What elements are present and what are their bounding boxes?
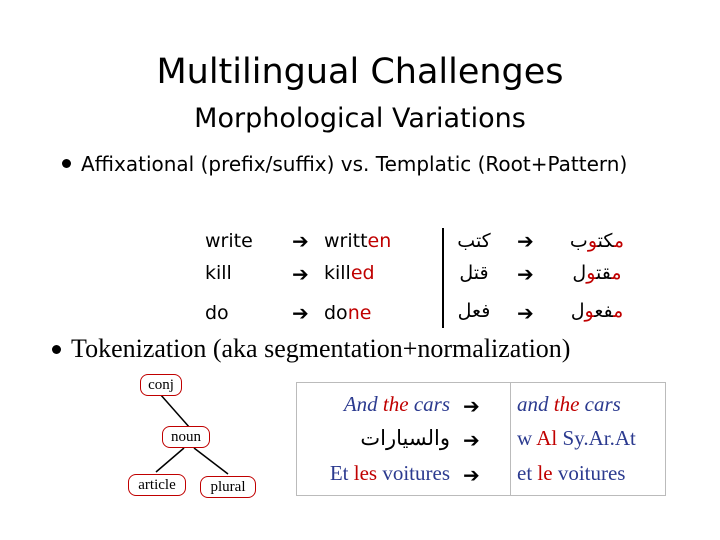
separator-line bbox=[442, 228, 444, 328]
arrow-icon: ➔ bbox=[463, 394, 480, 418]
arrow-icon: ➔ bbox=[517, 262, 534, 286]
bullet-tokenization bbox=[62, 334, 570, 364]
tree-node-article: article bbox=[128, 474, 186, 496]
slide-subtitle: Morphological Variations bbox=[194, 103, 526, 134]
arrow-icon: ➔ bbox=[292, 229, 309, 253]
arabic-pattern-maqtul: مقتول bbox=[572, 262, 622, 284]
arabic-root-fel: فعل bbox=[457, 300, 491, 322]
bullet-affixational bbox=[62, 152, 627, 176]
tree-node-noun: noun bbox=[162, 426, 210, 448]
bullet-dot bbox=[62, 159, 71, 168]
source-english: And the cars bbox=[343, 392, 450, 416]
target-english: and the cars bbox=[517, 392, 621, 416]
english-derived-written: written bbox=[324, 230, 392, 252]
arrow-icon: ➔ bbox=[463, 463, 480, 487]
tree-node-plural: plural bbox=[200, 476, 256, 498]
tree-edge bbox=[156, 448, 184, 472]
arabic-root-ktb: كتب bbox=[457, 230, 491, 252]
bullet-text: Tokenization (aka segmentation+normalization) bbox=[71, 334, 571, 363]
tree-edge bbox=[160, 394, 190, 428]
tree-edge bbox=[194, 448, 228, 474]
source-french: Et les voitures bbox=[329, 461, 450, 485]
english-base-do: do bbox=[205, 302, 229, 324]
english-base-write: write bbox=[205, 230, 253, 252]
tree-node-conj: conj bbox=[140, 374, 182, 396]
english-derived-killed: killed bbox=[324, 262, 375, 284]
target-arabic-translit: w Al Sy.Ar.At bbox=[517, 426, 636, 450]
target-french: et le voitures bbox=[517, 461, 626, 485]
arabic-pattern-mafeul: مفعول bbox=[570, 300, 624, 322]
arabic-root-qtl: قتل bbox=[459, 262, 489, 284]
arrow-icon: ➔ bbox=[292, 262, 309, 286]
arrow-icon: ➔ bbox=[517, 229, 534, 253]
slide-title: Multilingual Challenges bbox=[156, 52, 564, 92]
english-derived-done: done bbox=[324, 302, 372, 324]
arrow-icon: ➔ bbox=[292, 301, 309, 325]
source-arabic: والسيارات bbox=[360, 426, 450, 450]
arrow-icon: ➔ bbox=[463, 428, 480, 452]
bullet-text: Affixational (prefix/suffix) vs. Templatic (Root+Pattern) bbox=[81, 152, 628, 176]
english-base-kill: kill bbox=[205, 262, 232, 284]
bullet-dot bbox=[52, 345, 61, 354]
arrow-icon: ➔ bbox=[517, 301, 534, 325]
arabic-pattern-maktub: مكتوب bbox=[569, 230, 625, 252]
